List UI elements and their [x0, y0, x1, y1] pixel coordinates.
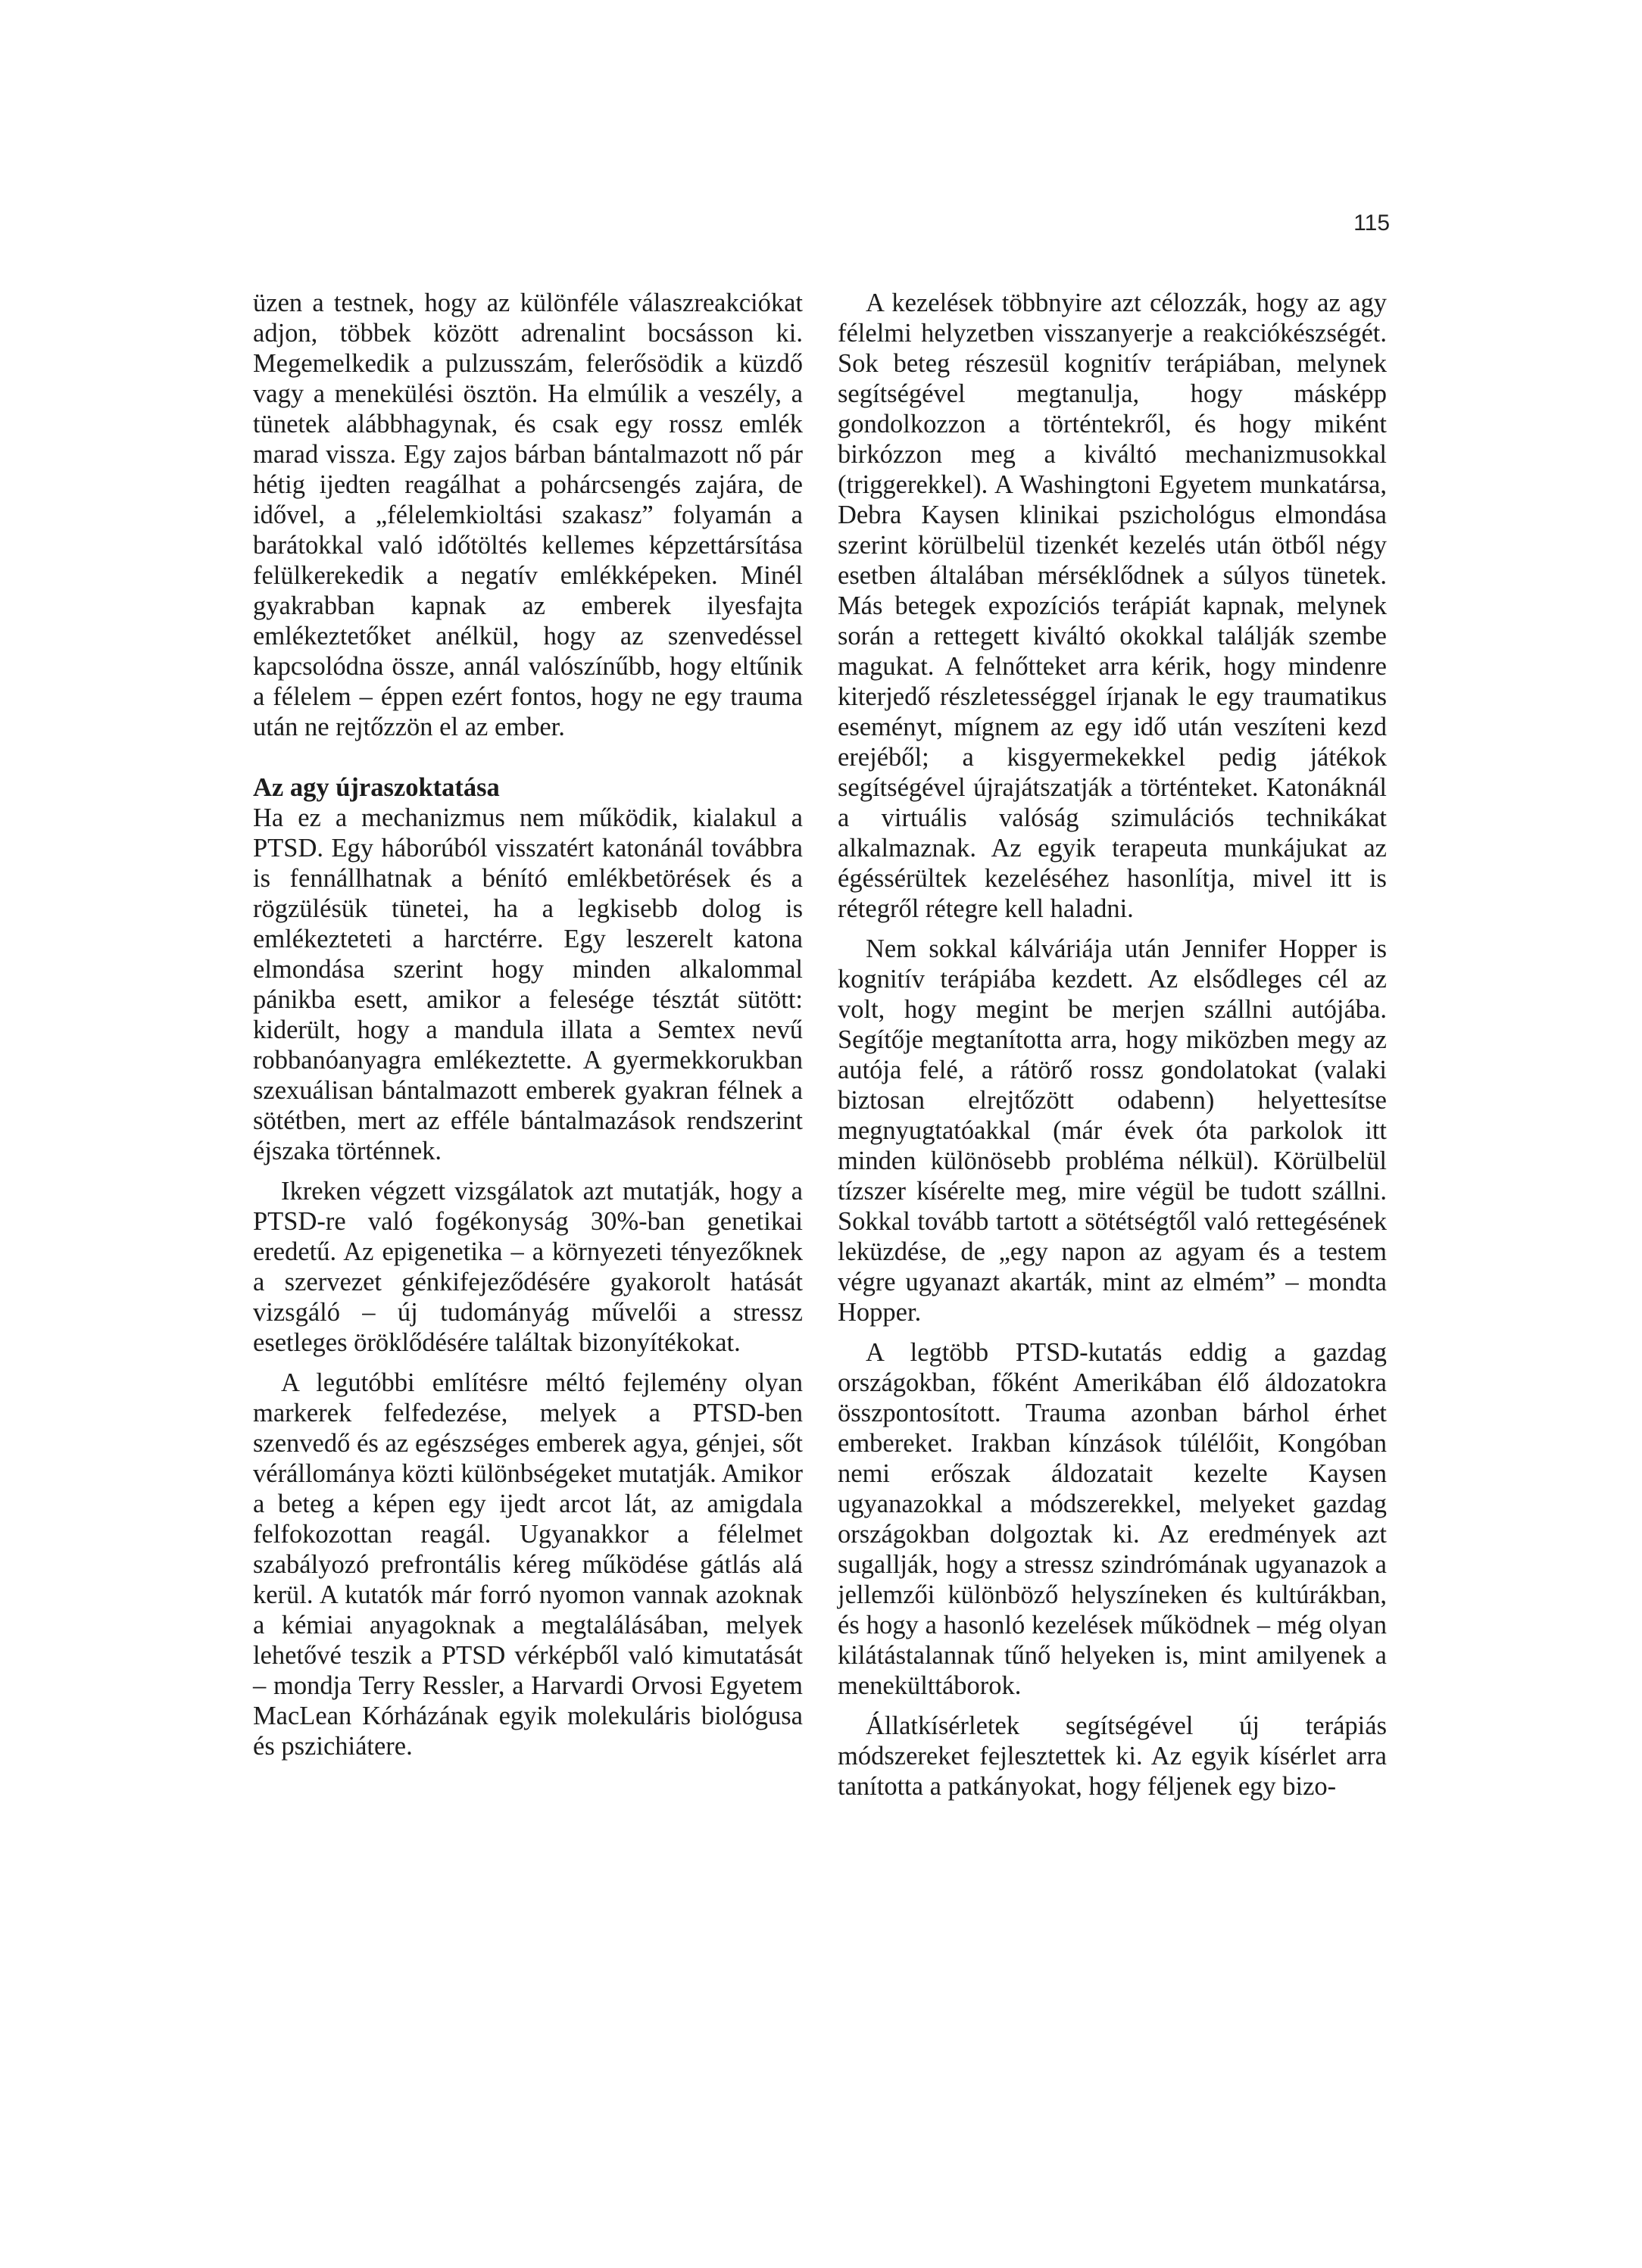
section-heading: Az agy újraszoktatása — [253, 773, 500, 802]
paragraph: A legtöbb PTSD-kutatás eddig a gazdag országokban, főként Amerikában élő áldozatokra összpontosított. Trauma azonban bárhol érhet embereket. Irakban kínzások túlélőit, Kongóban nemi erőszak áldozatait kezelte Kaysen ugyanazokkal a módszerekkel, melyeket gazdag országokban dolgoztak ki. Az eredmények azt sugallják, hogy a stressz szindrómának ugyanazok a jellemzői különböző helyszíneken és kultúrákban, és hogy a hasonló kezelések működnek – még olyan kilátástalannak tűnő helyeken is, mint amilyenek a menekülttáborok. — [838, 1338, 1387, 1700]
paragraph: üzen a testnek, hogy az különféle válaszreakciókat adjon, többek között adrenalint bocsásson ki. Megemelkedik a pulzusszám, felerősödik a küzdő vagy a menekülési ösztön. Ha elmúlik a veszély, a tünetek alábbhagynak, és csak egy rossz emlék marad vissza. Egy zajos bárban bántalmazott nő pár hétig ijedten reagálhat a pohárcsengés zajára, de idővel, a „félelemkioltási szakasz” folyamán a barátokkal való időtöltés kellemes képzettársítása felülkerekedik a negatív emlékképeken. Minél gyakrabban kapnak az emberek ilyesfajta emlékeztetőket anélkül, hogy az szenvedéssel kapcsolódna össze, annál valószínűbb, hogy eltűnik a félelem – éppen ezért fontos, hogy ne egy trauma után ne rejtőzzön el az ember. — [253, 289, 803, 741]
right-column — [838, 288, 1387, 1811]
paragraph: Ha ez a mechanizmus nem működik, kialakul a PTSD. Egy háborúból visszatért katonánál továbbra is fennállhatnak a bénító emlékbetörések és a rögzülésük tünetei, ha a legkisebb dolog is emlékezteteti a harctérre. Egy leszerelt katona elmondása szerint hogy minden alkalommal pánikba esett, amikor a felesége tésztát sütött: kiderült, hogy a mandula illata a Semtex nevű robbanóanyagra emlékeztette. A gyermekkorukban szexuálisan bántalmazott emberek gyakran félnek a sötétben, mert az efféle bántalmazások rendszerint éjszaka történnek. — [253, 803, 803, 1165]
page-number: 115 — [1353, 211, 1390, 236]
paragraph: A kezelések többnyire azt célozzák, hogy az agy félelmi helyzetben visszanyerje a reakciókészségét. Sok beteg részesül kognitív terápiában, melynek segítségével megtanulja, hogy másképp gondolkozzon a történtekről, és hogy miként birkózzon meg a kiváltó mechanizmusokkal (triggerekkel). A Washingtoni Egyetem munkatársa, Debra Kaysen klinikai pszichológus elmondása szerint körülbelül tizenkét kezelés után ötből négy esetben általában mérséklődnek a súlyos tünetek. Más betegek expozíciós terápiát kapnak, melynek során a rettegett kiváltó okokkal találják szembe magukat. A felnőtteket arra kérik, hogy mindenre kiterjedő részletességgel írjanak le egy traumatikus eseményt, mígnem az egy idő után veszíteni kezd erejéből; a kisgyermekekkel pedig játékok segítségével újrajátszatják a történteket. Katonáknál a virtuális valóság szimulációs technikákat alkalmaznak. Az egyik terapeuta munkájukat az égéssérültek kezeléséhez hasonlítja, mivel itt is rétegről rétegre kell haladni. — [838, 289, 1387, 923]
left-column — [253, 288, 803, 1771]
paragraph: Ikreken végzett vizsgálatok azt mutatják, hogy a PTSD-re való fogékonyság 30%-ban genetikai eredetű. Az epigenetika – a környezeti tényezőknek a szervezet génkifejeződésére gyakorolt hatását vizsgáló – új tudományág művelői a stressz esetleges öröklődésére találtak bizonyítékokat. — [253, 1177, 803, 1357]
paragraph: A legutóbbi említésre méltó fejlemény olyan markerek felfedezése, melyek a PTSD-ben szenvedő és az egészséges emberek agya, génjei, sőt vérállománya közti különbségeket mutatják. Amikor a beteg a képen egy ijedt arcot lát, az amigdala felfokozottan reagál. Ugyanakkor a félelmet szabályozó prefrontális kéreg működése gátlás alá kerül. A kutatók már forró nyomon vannak azoknak a kémiai anyagoknak a megtalálásában, melyek lehetővé teszik a PTSD vérképből való kimutatását – mondja Terry Ressler, a Harvardi Orvosi Egyetem MacLean Kórházának egyik molekuláris biológusa és pszichiátere. — [253, 1368, 803, 1761]
paragraph: Állatkísérletek segítségével új terápiás módszereket fejlesztettek ki. Az egyik kísérlet arra tanította a patkányokat, hogy féljenek egy bizo- — [838, 1711, 1387, 1801]
paragraph: Nem sokkal kálváriája után Jennifer Hopper is kognitív terápiába kezdett. Az elsődleges cél az volt, hogy megint be merjen szállni autójába. Segítője megtanította arra, hogy miközben megy az autója felé, a rátörő rossz gondolatokat (valaki biztosan elrejtőzött odabenn) helyettesítse megnyugtatóakkal (már évek óta parkolok itt minden különösebb probléma nélkül). Körülbelül tízszer kísérelte meg, mire végül be tudott szállni. Sokkal tovább tartott a sötétségtől való rettegésének leküzdése, de „egy napon az agyam és a testem végre ugyanazt akarták, mint az elmém” – mondta Hopper. — [838, 934, 1387, 1327]
